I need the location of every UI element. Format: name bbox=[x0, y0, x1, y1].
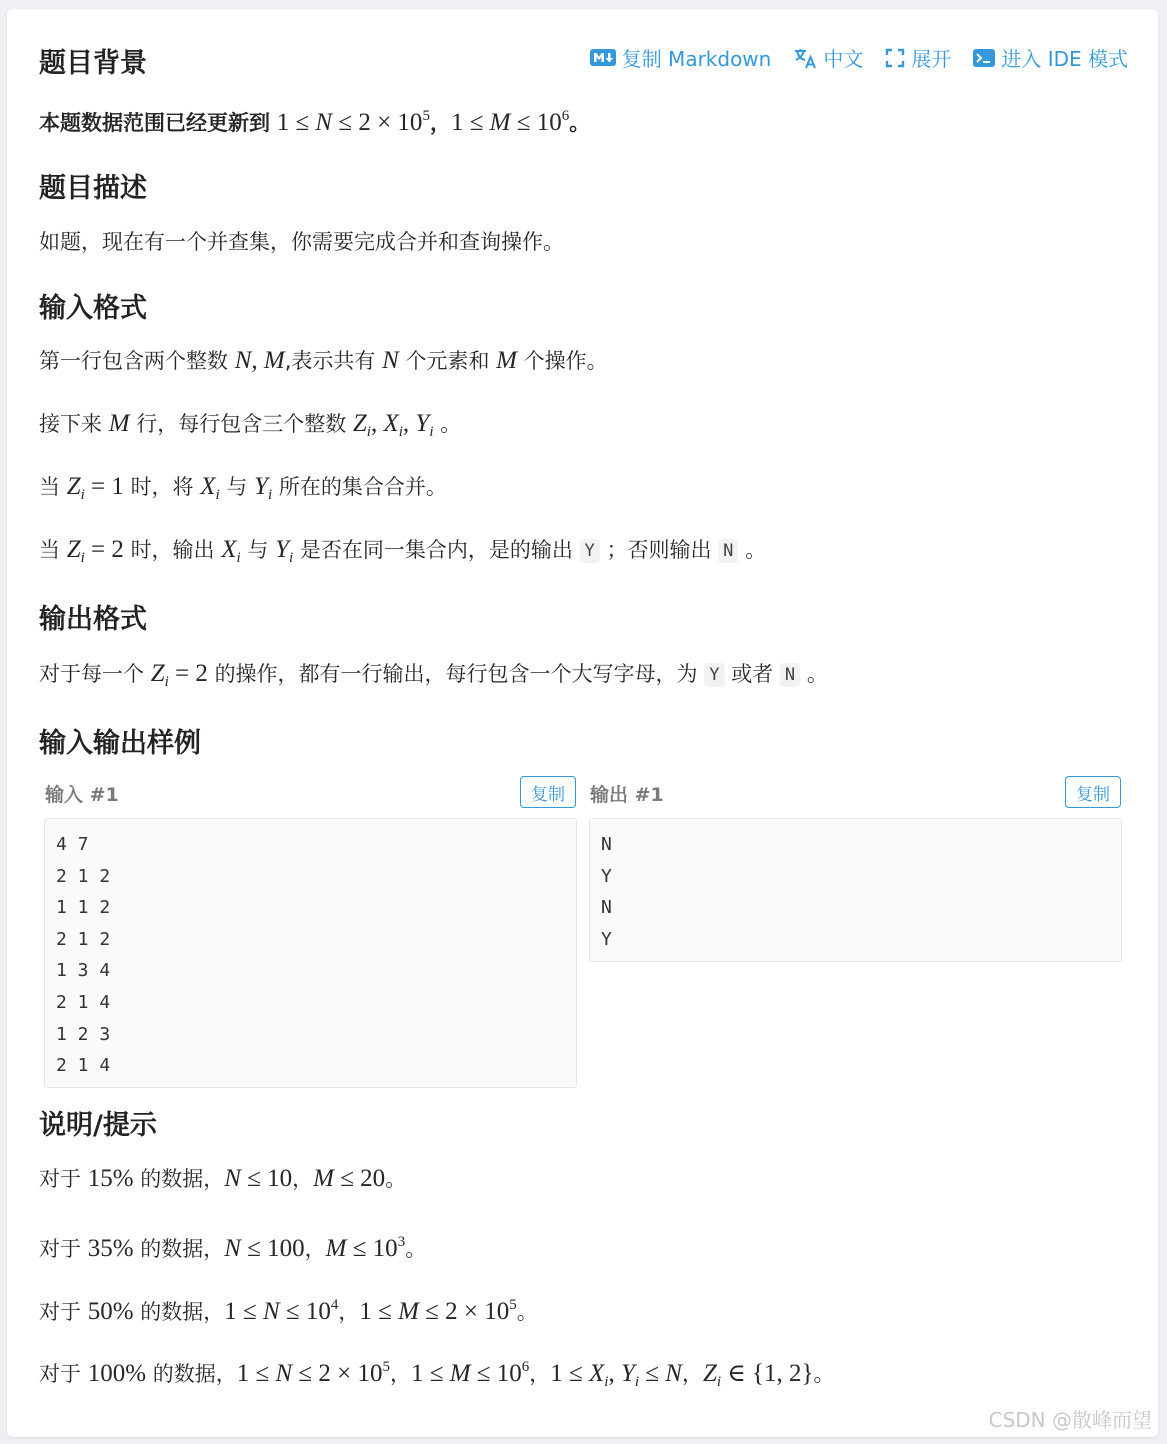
input-line: 1 2 3 bbox=[56, 1023, 111, 1045]
description-text: 如题，现在有一个并查集，你需要完成合并和查询操作。 bbox=[39, 230, 564, 254]
text-fragment: 。 bbox=[813, 1362, 835, 1386]
text-fragment: ；否则输出 bbox=[606, 538, 712, 562]
input-format-line-2: 接下来 M 行，每行包含三个整数 $Z_i$, $X_i$, $Y_i$ 。 bbox=[39, 410, 462, 440]
input-line: 4 7 bbox=[56, 834, 89, 855]
text-fragment: 对于 bbox=[39, 1300, 81, 1324]
toolbar bbox=[590, 43, 1128, 72]
input-format-line-1: 第一行包含两个整数 N, M,表示共有 N 个元素和 M 个操作。 bbox=[39, 347, 608, 374]
text-fragment: 。 bbox=[405, 1237, 427, 1261]
hint-line-35: 对于 35% 的数据，N ≤ 100，$M \le 10^3$。 bbox=[39, 1234, 427, 1262]
output-line: N bbox=[601, 897, 612, 919]
input-line: 1 3 4 bbox=[56, 960, 111, 982]
language-button[interactable] bbox=[793, 43, 863, 72]
text-fragment: 或者 bbox=[731, 662, 774, 686]
input-format-heading: 输入格式 bbox=[39, 293, 147, 324]
translate-icon bbox=[793, 47, 817, 69]
text-fragment: 的数据， bbox=[152, 1362, 237, 1386]
text-fragment: 第一行包含两个整数 bbox=[39, 349, 228, 373]
copy-markdown-button[interactable] bbox=[590, 43, 772, 72]
sample-output-label: 输出 #1 bbox=[590, 784, 664, 806]
text-fragment: 是否在同一集合内，是的输出 bbox=[299, 538, 573, 562]
background-heading: 题目背景 bbox=[39, 48, 147, 79]
percent-value: 100% bbox=[87, 1360, 147, 1387]
input-line: 2 1 2 bbox=[56, 865, 111, 887]
text-fragment: 。 bbox=[745, 538, 767, 562]
samples-heading: 输入输出样例 bbox=[39, 728, 201, 759]
markdown-icon bbox=[590, 49, 616, 66]
text-fragment: 个元素和 bbox=[405, 349, 490, 373]
text-fragment: 对于 bbox=[39, 1237, 81, 1261]
text-fragment: ,表示共有 bbox=[284, 349, 376, 373]
text-fragment: 。 bbox=[516, 1300, 538, 1324]
copy-markdown-label: 复制 Markdown bbox=[621, 47, 772, 71]
hint-line-100: 对于 100% 的数据，$1 \le N \le 2 \times 10^5$，$1 \le M \le 10^6$，$1 \le X_i$, $Y_i \le N$，$Z_i$ ∈ {1, 2}。 bbox=[39, 1359, 835, 1390]
text-fragment: 个操作。 bbox=[523, 349, 608, 373]
background-prefix: 本题数据范围已经更新到 bbox=[39, 111, 270, 135]
percent-value: 35% bbox=[87, 1235, 134, 1262]
text-fragment: 当 bbox=[39, 538, 60, 562]
input-line: 1 1 2 bbox=[56, 897, 111, 919]
inline-code-y: Y bbox=[580, 539, 600, 563]
copy-output-button[interactable]: 复制 bbox=[1065, 776, 1121, 808]
hint-heading: 说明/提示 bbox=[39, 1110, 157, 1141]
expand-button[interactable] bbox=[885, 43, 951, 72]
text-fragment: 。 bbox=[806, 662, 828, 686]
text-fragment: 对于每一个 bbox=[39, 662, 144, 686]
text-fragment: 的操作，都有一行输出，每行包含一个大写字母，为 bbox=[214, 662, 698, 686]
text-fragment: 与 bbox=[247, 538, 269, 562]
text-fragment: 。 bbox=[440, 412, 462, 436]
ide-mode-button[interactable] bbox=[973, 43, 1128, 72]
input-line: 2 1 4 bbox=[56, 1055, 111, 1077]
output-line: N bbox=[601, 834, 612, 855]
output-format-heading: 输出格式 bbox=[39, 604, 147, 635]
output-line: Y bbox=[601, 865, 612, 887]
text-fragment: 与 bbox=[226, 475, 248, 499]
text-fragment: 接下来 bbox=[39, 412, 102, 436]
language-label: 中文 bbox=[823, 47, 864, 71]
sample-output-box[interactable] bbox=[589, 818, 1122, 962]
text-fragment: 行，每行包含三个整数 bbox=[136, 412, 347, 436]
input-line: 2 1 2 bbox=[56, 928, 111, 950]
copy-input-button[interactable]: 复制 bbox=[520, 776, 576, 808]
inline-code-n: N bbox=[780, 663, 800, 687]
percent-value: 15% bbox=[87, 1165, 134, 1192]
hint-line-50: 对于 50% 的数据，$1 \le N \le 10^4$，$1 \le M \le 2 \times 10^5$。 bbox=[39, 1297, 538, 1325]
text-fragment: 的数据， bbox=[140, 1237, 225, 1261]
text-fragment: 所在的集合合并。 bbox=[278, 475, 447, 499]
output-line: Y bbox=[601, 928, 612, 950]
inline-code-y: Y bbox=[704, 663, 724, 687]
text-fragment: 对于 bbox=[39, 1167, 81, 1191]
sample-input-label: 输入 #1 bbox=[45, 784, 119, 806]
input-format-line-3: 当 $Z_i = 1$ 时，将 $X_i$ 与 $Y_i$ 所在的集合合并。 bbox=[39, 473, 447, 503]
text-fragment: 的数据， bbox=[140, 1300, 225, 1324]
description-heading: 题目描述 bbox=[39, 173, 147, 204]
text-fragment: 。 bbox=[385, 1167, 407, 1191]
problem-card bbox=[7, 9, 1158, 1437]
fullscreen-icon bbox=[885, 48, 905, 68]
input-line: 2 1 4 bbox=[56, 991, 111, 1013]
sample-input-box[interactable] bbox=[44, 818, 577, 1088]
terminal-icon bbox=[973, 49, 995, 67]
background-text: 本题数据范围已经更新到 $1 \le N \le 2 \times 10^5$，$1 \le M \le 10^6$。 bbox=[39, 108, 591, 136]
text-fragment: 的数据， bbox=[140, 1167, 225, 1191]
expand-label: 展开 bbox=[911, 47, 952, 71]
text-fragment: 对于 bbox=[39, 1362, 81, 1386]
watermark: CSDN @散峰而望 bbox=[988, 1408, 1152, 1432]
percent-value: 50% bbox=[87, 1298, 134, 1325]
ide-mode-label: 进入 IDE 模式 bbox=[1001, 47, 1128, 71]
hint-line-15: 对于 15% 的数据，N ≤ 10，M ≤ 20。 bbox=[39, 1165, 407, 1192]
text-fragment: 当 bbox=[39, 475, 60, 499]
input-format-line-4: 当 $Z_i = 2$ 时，输出 $X_i$ 与 $Y_i$ 是否在同一集合内，是的输出 Y ；否则输出 N 。 bbox=[39, 536, 767, 566]
text-fragment: 时，输出 bbox=[130, 538, 215, 562]
output-format-text: 对于每一个 $Z_i = 2$ 的操作，都有一行输出，每行包含一个大写字母，为 Y 或者 N 。 bbox=[39, 660, 828, 690]
inline-code-n: N bbox=[718, 539, 738, 563]
text-fragment: 时，将 bbox=[130, 475, 194, 499]
